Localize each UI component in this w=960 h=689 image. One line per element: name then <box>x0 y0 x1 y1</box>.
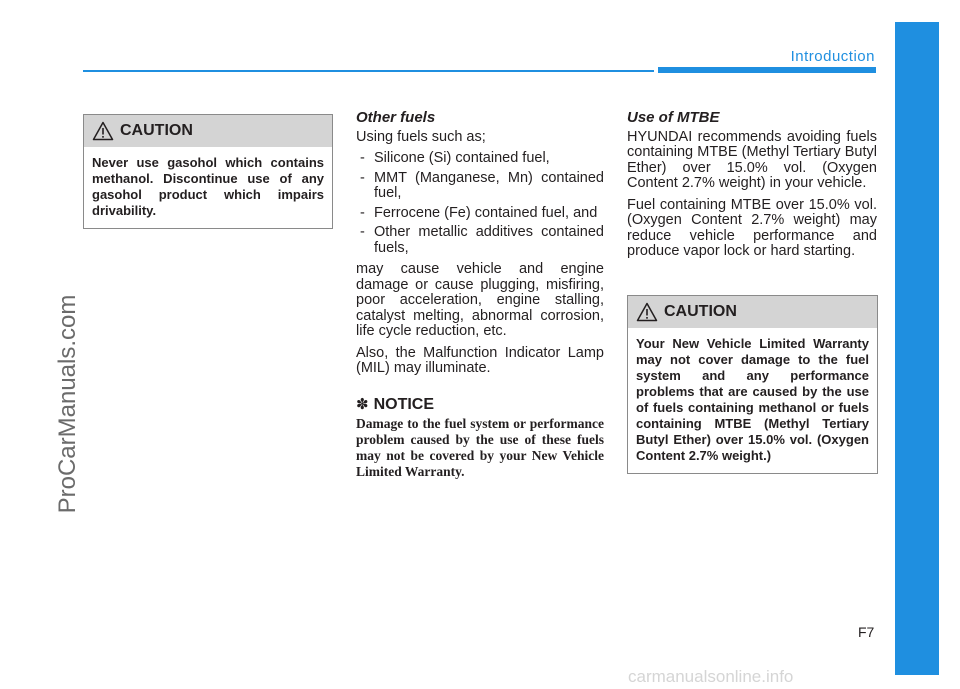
notice-body: Damage to the fuel system or performance problem caused by the use of these fuels may not be covered by your New Vehicle Limited Warranty. <box>356 416 604 479</box>
list-item <box>356 151 604 167</box>
caution-box-left <box>83 114 333 229</box>
list-item-text: Other metallic additives contained fuels, <box>374 224 604 256</box>
caution-body: Never use gasohol which contains methanol. Discontinue use of any gasohol product which impairs drivability. <box>92 155 324 218</box>
list-dash: - <box>360 150 365 166</box>
warning-triangle-icon <box>92 121 114 141</box>
notice-mark-icon: ✽ <box>356 395 369 413</box>
other-fuels-damage-text: may cause vehicle and engine damage or cause plugging, misfiring, poor acceleration, engine stalling, catalyst melting, abnormal corrosion, life cycle reduction, etc. <box>356 261 604 339</box>
watermark-vertical: ProCarManuals.com <box>54 294 81 514</box>
caution-header <box>84 115 332 147</box>
notice-heading <box>356 397 604 413</box>
list-dash: - <box>360 224 365 240</box>
list-dash: - <box>360 169 365 186</box>
caution-header <box>628 296 877 328</box>
other-fuels-mil-text: Also, the Malfunction Indicator Lamp (MIL) may illuminate. <box>356 344 604 376</box>
other-fuels-section <box>356 110 604 480</box>
mtbe-effects: Fuel containing MTBE over 15.0% vol. (Oxygen Content 2.7% weight) may reduce vehicle performance and produce vapor lock or hard starting. <box>627 196 877 259</box>
mtbe-section <box>627 110 877 266</box>
list-dash: - <box>360 204 365 221</box>
fuel-list <box>356 151 604 256</box>
caution-title: CAUTION <box>120 122 193 139</box>
caution-title: CAUTION <box>664 303 737 320</box>
notice-title: NOTICE <box>373 395 435 413</box>
other-fuels-heading: Other fuels <box>356 109 436 126</box>
list-item <box>356 225 604 256</box>
other-fuels-intro: Using fuels such as; <box>356 128 486 145</box>
list-item <box>356 206 604 222</box>
section-title: Introduction <box>790 48 875 65</box>
page-number: F7 <box>858 624 875 640</box>
list-item-text: MMT (Manganese, Mn) contained fuel, <box>374 169 604 201</box>
header-rule-accent <box>658 67 876 73</box>
caution-body: Your New Vehicle Limited Warranty may not cover damage to the fuel system and any performance problems that are caused by the use of fuels containing methanol or fuels containing MTBE (Methyl Tertiary Butyl Ether) over 15.0% vol. (Oxygen Content 2.7% weight.) <box>636 336 869 463</box>
chapter-tab <box>895 22 939 675</box>
watermark-bottom: carmanualsonline.info <box>628 667 794 686</box>
list-item <box>356 171 604 202</box>
header-rule <box>83 70 654 72</box>
list-item-text: Silicone (Si) contained fuel, <box>374 150 550 166</box>
list-item-text: Ferrocene (Fe) contained fuel, and <box>374 204 598 221</box>
mtbe-heading: Use of MTBE <box>627 109 720 126</box>
mtbe-recommendation: HYUNDAI recommends avoiding fuels containing MTBE (Methyl Tertiary Butyl Ether) over 15.0% vol. (Oxygen Content 2.7% weight) in your vehicle. <box>627 128 877 191</box>
caution-box-right <box>627 295 878 474</box>
warning-triangle-icon <box>636 302 658 322</box>
